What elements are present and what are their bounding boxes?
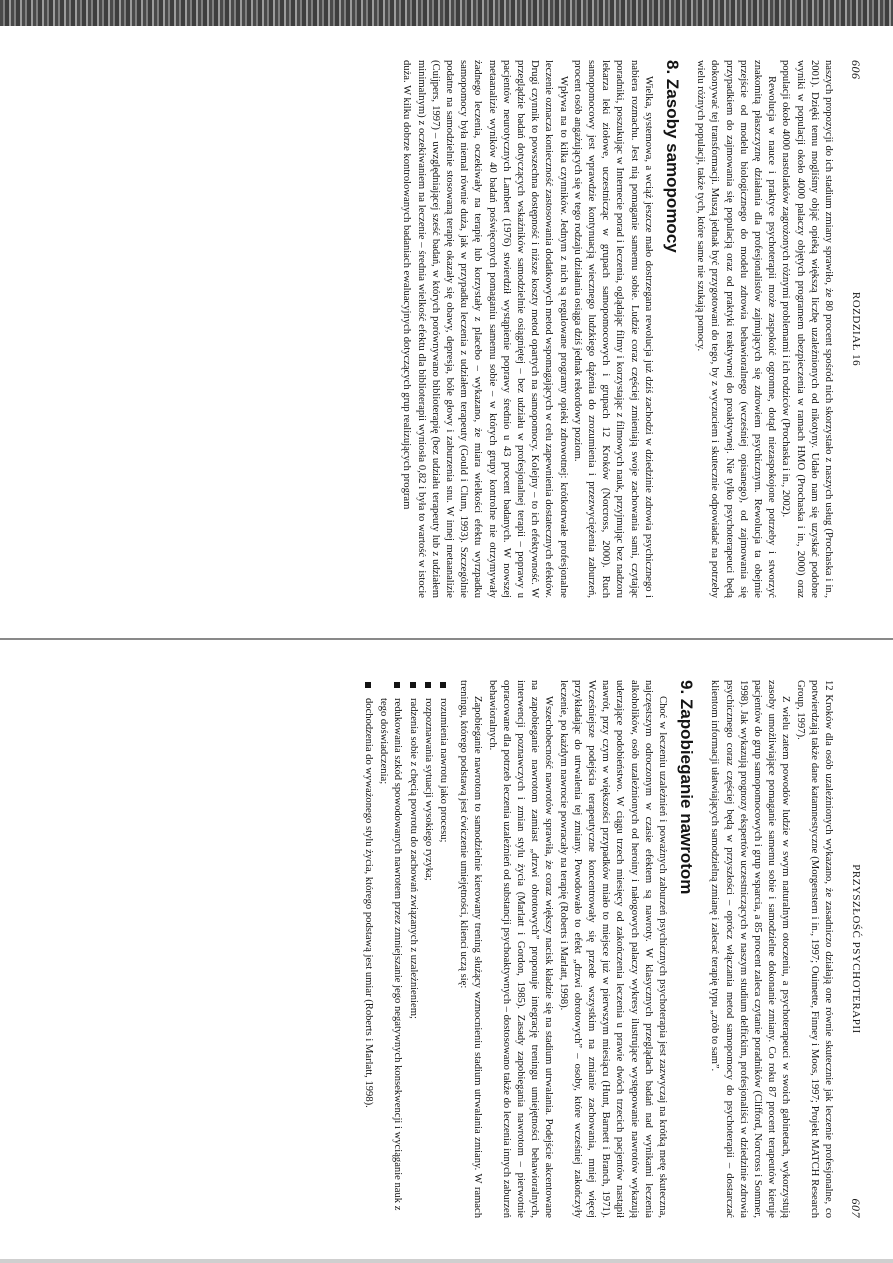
left-paragraph-2: Rewolucja w nauce i praktyce psychoterapii może zaspokoić ogromne, dotąd niezaspokojone potrzeby i stworzyć znakomitą płaszczyznę działania dla profesjonalistów zajmujących się zdrowiem psychicznym. Rewolucja ta obejmie przejście od modelu biologicznego do modelu zdrowia behawioralnego (wcześniej opisanego), od zajmowania się przypadkiem do zajmowania się populacją oraz od praktyki reaktywnej do proaktywnej. Nie tylko psychoterapeuci będą dokonywać tej transformacji. Muszą jednak być przygotowani do tego, by z wyczuciem i skutecznie odpowiadać na potrzeby wielu różnych populacji, także tych, które same nie szukają pomocy. [695, 60, 778, 598]
bullet-square-icon [410, 682, 416, 688]
right-section-heading: 9. Zapobieganie nawrotom [677, 680, 697, 895]
left-running-title: ROZDZIAŁ 16 [850, 291, 862, 367]
right-page [0, 654, 893, 1244]
bullet-item [376, 680, 404, 1218]
skills-bullet-list [361, 680, 450, 1218]
right-page-number: 607 [849, 1198, 863, 1218]
right-running-title: PRZYSZŁOŚĆ PSYCHOTERAPII [850, 864, 862, 1034]
left-page [0, 34, 893, 624]
scan-edge-bottom [0, 1259, 893, 1263]
page-gutter [0, 638, 893, 640]
right-paragraph-1: 12 Kroków dla osób uzależnionych wykazano, że zasadniczo działają one równie skutecznie jak leczenie profesjonalne, co potwierdzają także dane katamnestyczne (Morgenstern i in., 1997; Ouimette, Finney i Moos, 1997; Projekt MATCH Research Group, 1997). [794, 680, 834, 1218]
right-running-head [843, 680, 863, 1218]
bullet-item [405, 680, 419, 1218]
bullet-text: dochodzenia do wyważonego stylu życia, którego podstawą jest umiar (Roberts i Marlatt, 1998). [362, 698, 374, 1108]
bullet-square-icon [440, 682, 446, 688]
bullet-square-icon [394, 682, 400, 688]
bullet-item [436, 680, 450, 1218]
left-running-head [843, 60, 863, 598]
right-paragraph-5: Zapobieganie nawrotom to samodzielnie kierowany trening służący wzmocnieniu stadium utrwalania zmiany. W ramach treningu, którego podstawą jest ćwiczenie umiejętności, klienci uczą się: [458, 680, 484, 1218]
left-paragraph-3: Wielka, systemowa, a wciąż jeszcze mało dostrzegana rewolucja już dziś zachodzi w dziedzinie zdrowia psychicznego i nabiera rozmachu. Jest nią pomaganie samemu sobie. Ludzie coraz częściej zmieniają swoje zachowania sami, czytając poradniki, poszukując w Internecie porad i leczenia, oglądając filmy i korzystając z filmowych nauk, przyjmując bez nadzoru lekarza leki ziołowe, uczestnicząc w grupach samopomocowych i grupach 12 Kroków (Norcross, 2000). Ruch samopomocowy jest wprawdzie kontynuacją wiecznego ludzkiego dążenia do zrozumienia i przezwyciężenia zaburzeń, procent osób angażujących się w tego rodzaju działania osiąga dziś jednak rekordowy poziom. [571, 60, 654, 598]
bullet-text: redukowania szkód spowodowanych nawrotem przez zmniejszanie jego negatywnych konsekwencji i wyciąganie nauk z tego doświadczenia; [378, 698, 404, 1211]
scan-edge-top [0, 0, 893, 26]
left-paragraph-4: Wpływa na to kilka czynników. Jednym z nich są regulowane programy opieki zdrowotnej: krótkotrwałe profesjonalne leczenie oznacza konieczność zastosowania dodatkowych metod wspomagających w celu zapewnienia dostatecznych efektów. Drugi czynnik to powszechna dostępność i niższe koszty metod opartych na samopomocy. Kolejny – to ich efektywność. W przeglądzie badań dotyczących wskaźników samodzielnie osiągniętej – bez udziału w profesjonalnej terapii – poprawy u pacjentów neurotycznych Lambert (1976) stwierdził wystąpienie poprawy średnio u 43 procent badanych. W nowszej metaanalizie wyników 40 badań poświęconych pomaganiu samemu sobie – w których grupy kontrolne nie otrzymywały żadnego leczenia, oczekiwały na terapię lub korzystały z placebo – wykazano, że miara wielkości efektu wyrzpadku samopomocy była niemal równie duża, jak w przypadku leczenia z udziałem terapeuty (Gould i Clum, 1993). Szczególnie podatne na samodzielnie stosowaną terapię okazały się obawy, depresja, bóle głowy i zaburzenia snu. W innej metaanalizie (Cuijpers, 1997) – uwzględniającej sześć badań, w których porównywano biblioterapię (bez udziału terapeuty lub z udziałem minimalnym) z oczekiwaniem na leczenie – średnia wielkość efektu dla biblioterapii wyniosła 0,82 i była to wartość w istocie duża. W kilku dobrze kontrolowanych badaniach ewaluacyjnych dotyczących grup realizujących program [401, 60, 569, 598]
bullet-square-icon [425, 682, 431, 688]
left-paragraph-1: naszych propozycji do ich stadium zmiany sprawiło, że 80 procent spośród nich skorzystało z naszych usług (Prochaska i in., 2001). Dzięki temu mogliśmy objąć opieką większą liczbę uzależnionych od nikotyny. Udało nam się uzyskać podobne wyniki w populacji około 4000 palaczy objętych programem ubezpieczenia w ramach HMO (Prochaska i in., 2000) oraz populacji około 4000 nastolatków zagrożonych różnymi problemami i ich rodziców (Prochaska i in., 2002). [780, 60, 834, 598]
bullet-square-icon [365, 682, 371, 688]
bullet-text: radzenia sobie z chęcią powrotu do zachowań związanych z uzależnieniem; [407, 698, 419, 1019]
right-paragraph-3: Choć w leczeniu uzależnień i poważnych zaburzeń psychicznych psychoterapia jest zazwyczaj na krótką metę skuteczna, najczęstszym odroczonym w czasie efektem są nawroty. W klasycznych przeglądach badań nad wynikami leczenia alkoholików, osób uzależnionych od heroiny i nałogowych palaczy wykresy ilustrujące występowanie nawrotów wykazują uderzające podobieństwo. W ciągu trzech miesięcy od zakończenia leczenia u prawie dwóch trzecich pacjentów nastąpił nawrót, przy czym w większości przypadków miało to miejsce już w pierwszym miesiącu (Hunt, Barnett i Branch, 1971). Wcześniejsze podejścia terapeutyczne koncentrowały się przede wszystkim na zmianie zachowania, mniej więcej przykładając do utrwalenia tej zmiany. Powodowało to efekt „drzwi obrotowych” – osoby, które wcześniej zakończyły leczenie, po każdym nawrocie powracały na terapię (Roberts i Marlatt, 1998). [557, 680, 668, 1218]
right-paragraph-4: Wszechobecność nawrotów sprawiła, że coraz większy nacisk kładzie się na stadium utrwalania. Podejście akcentowane na zapobieganie nawrotom zamiast „drzwi obrotowych” proponuje integrację treningu umiejętności behawioralnych, interwencji poznawczych i zmian stylu życia (Marlatt i Gordon, 1985). Zasady zapobiegania nawrotom – pierwotnie opracowane dla potrzeb leczenia uzależnień od substancji psychoaktywnych – dostosowano także do leczenia innych zaburzeń behawioralnych. [486, 680, 555, 1218]
bullet-text: rozumienia nawrotu jako procesu; [437, 698, 449, 843]
book-spread [0, 24, 893, 1259]
bullet-item [421, 680, 435, 1218]
bullet-text: rozpoznawania sytuacji wysokiego ryzyka; [422, 698, 434, 881]
left-section-heading: 8. Zasoby samopomocy [662, 60, 682, 253]
left-page-number: 606 [849, 60, 863, 80]
right-paragraph-2: Z wielu zatem powodów ludzie w swym naturalnym otoczeniu, a psychoterapeuci w swoich gabinetach, wykorzystują zasoby umożliwiające pomaganie samemu sobie i samodzielne dokonanie zmiany. Co roku 87 procent terapeutów kieruje pacjentów do grup samopomocowych i grup wsparcia, a 85 procent zaleca czytanie poradników (Clifford, Norcross i Sommer, 1998). Jak wykazują prognozy ekspertów uczestniczących w naszym studium delfickim, profesjonaliści w dziedzinie zdrowia psychicznego coraz częściej będą w przyszłości – oprócz włączania metod samopomocy do psychoterapii – dostarczać klientom informacji ułatwiających samodzielną zmianę i zalecać terapię typu „zrób to sam”. [709, 680, 792, 1218]
bullet-item [361, 680, 375, 1218]
